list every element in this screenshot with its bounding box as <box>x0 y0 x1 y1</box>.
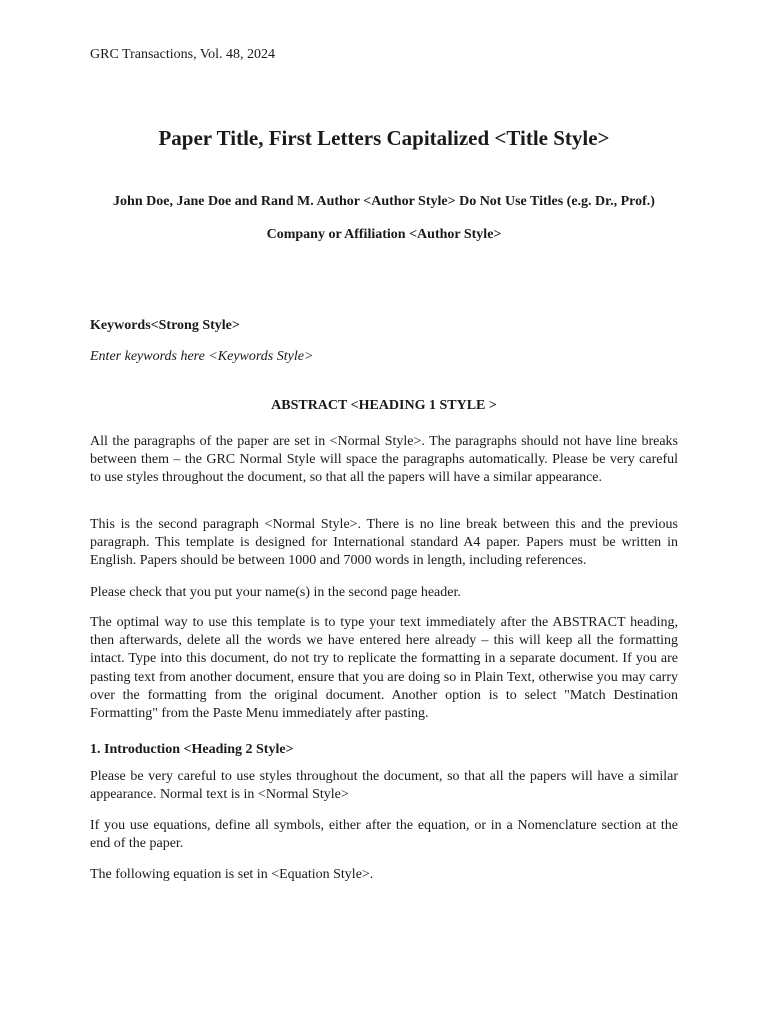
keywords-text: Enter keywords here <Keywords Style> <box>90 349 314 364</box>
keywords-heading: Keywords<Strong Style> <box>90 318 240 333</box>
affiliation-line: Company or Affiliation <Author Style> <box>266 227 502 242</box>
section-heading-introduction: 1. Introduction <Heading 2 Style> <box>90 742 294 757</box>
author-line: John Doe, Jane Doe and Rand M. Author <Author Style> Do Not Use Titles (e.g. Dr., Prof.) <box>113 194 655 209</box>
abstract-paragraph: This is the second paragraph <Normal Style>. There is no line break between this and the previous paragraph. This template is designed for International standard A4 paper. Papers must be written in English. Papers should be between 1000 and 7000 words in length, including references. <box>90 517 678 569</box>
abstract-paragraph: All the paragraphs of the paper are set in <Normal Style>. The paragraphs should not have line breaks between them – the GRC Normal Style will space the paragraphs automatically. Please be very careful to use styles throughout the document, so that all the papers will have a similar appearance. <box>90 434 678 486</box>
abstract-heading: ABSTRACT <HEADING 1 STYLE > <box>271 398 497 413</box>
introduction-paragraph: If you use equations, define all symbols, either after the equation, or in a Nomenclature section at the end of the paper. <box>90 818 678 852</box>
introduction-paragraph: Please be very careful to use styles throughout the document, so that all the papers will have a similar appearance. Normal text is in <Normal Style> <box>90 769 678 803</box>
introduction-paragraph: The following equation is set in <Equation Style>. <box>90 867 374 882</box>
paper-title: Paper Title, First Letters Capitalized <Title Style> <box>158 126 610 150</box>
abstract-paragraph: The optimal way to use this template is to type your text immediately after the ABSTRACT heading, then afterwards, delete all the words we have entered here already – this will keep all the formatting intact. Type into this document, do not try to replicate the formatting in a separate document. If you are pasting text from another document, ensure that you are doing so in Plain Text, otherwise you may carry over the formatting from the original document. Another option is to select "Match Destination Formatting" from the Paste Menu immediately after pasting. <box>90 615 678 722</box>
running-header: GRC Transactions, Vol. 48, 2024 <box>90 47 276 62</box>
abstract-paragraph: Please check that you put your name(s) in the second page header. <box>90 585 461 600</box>
